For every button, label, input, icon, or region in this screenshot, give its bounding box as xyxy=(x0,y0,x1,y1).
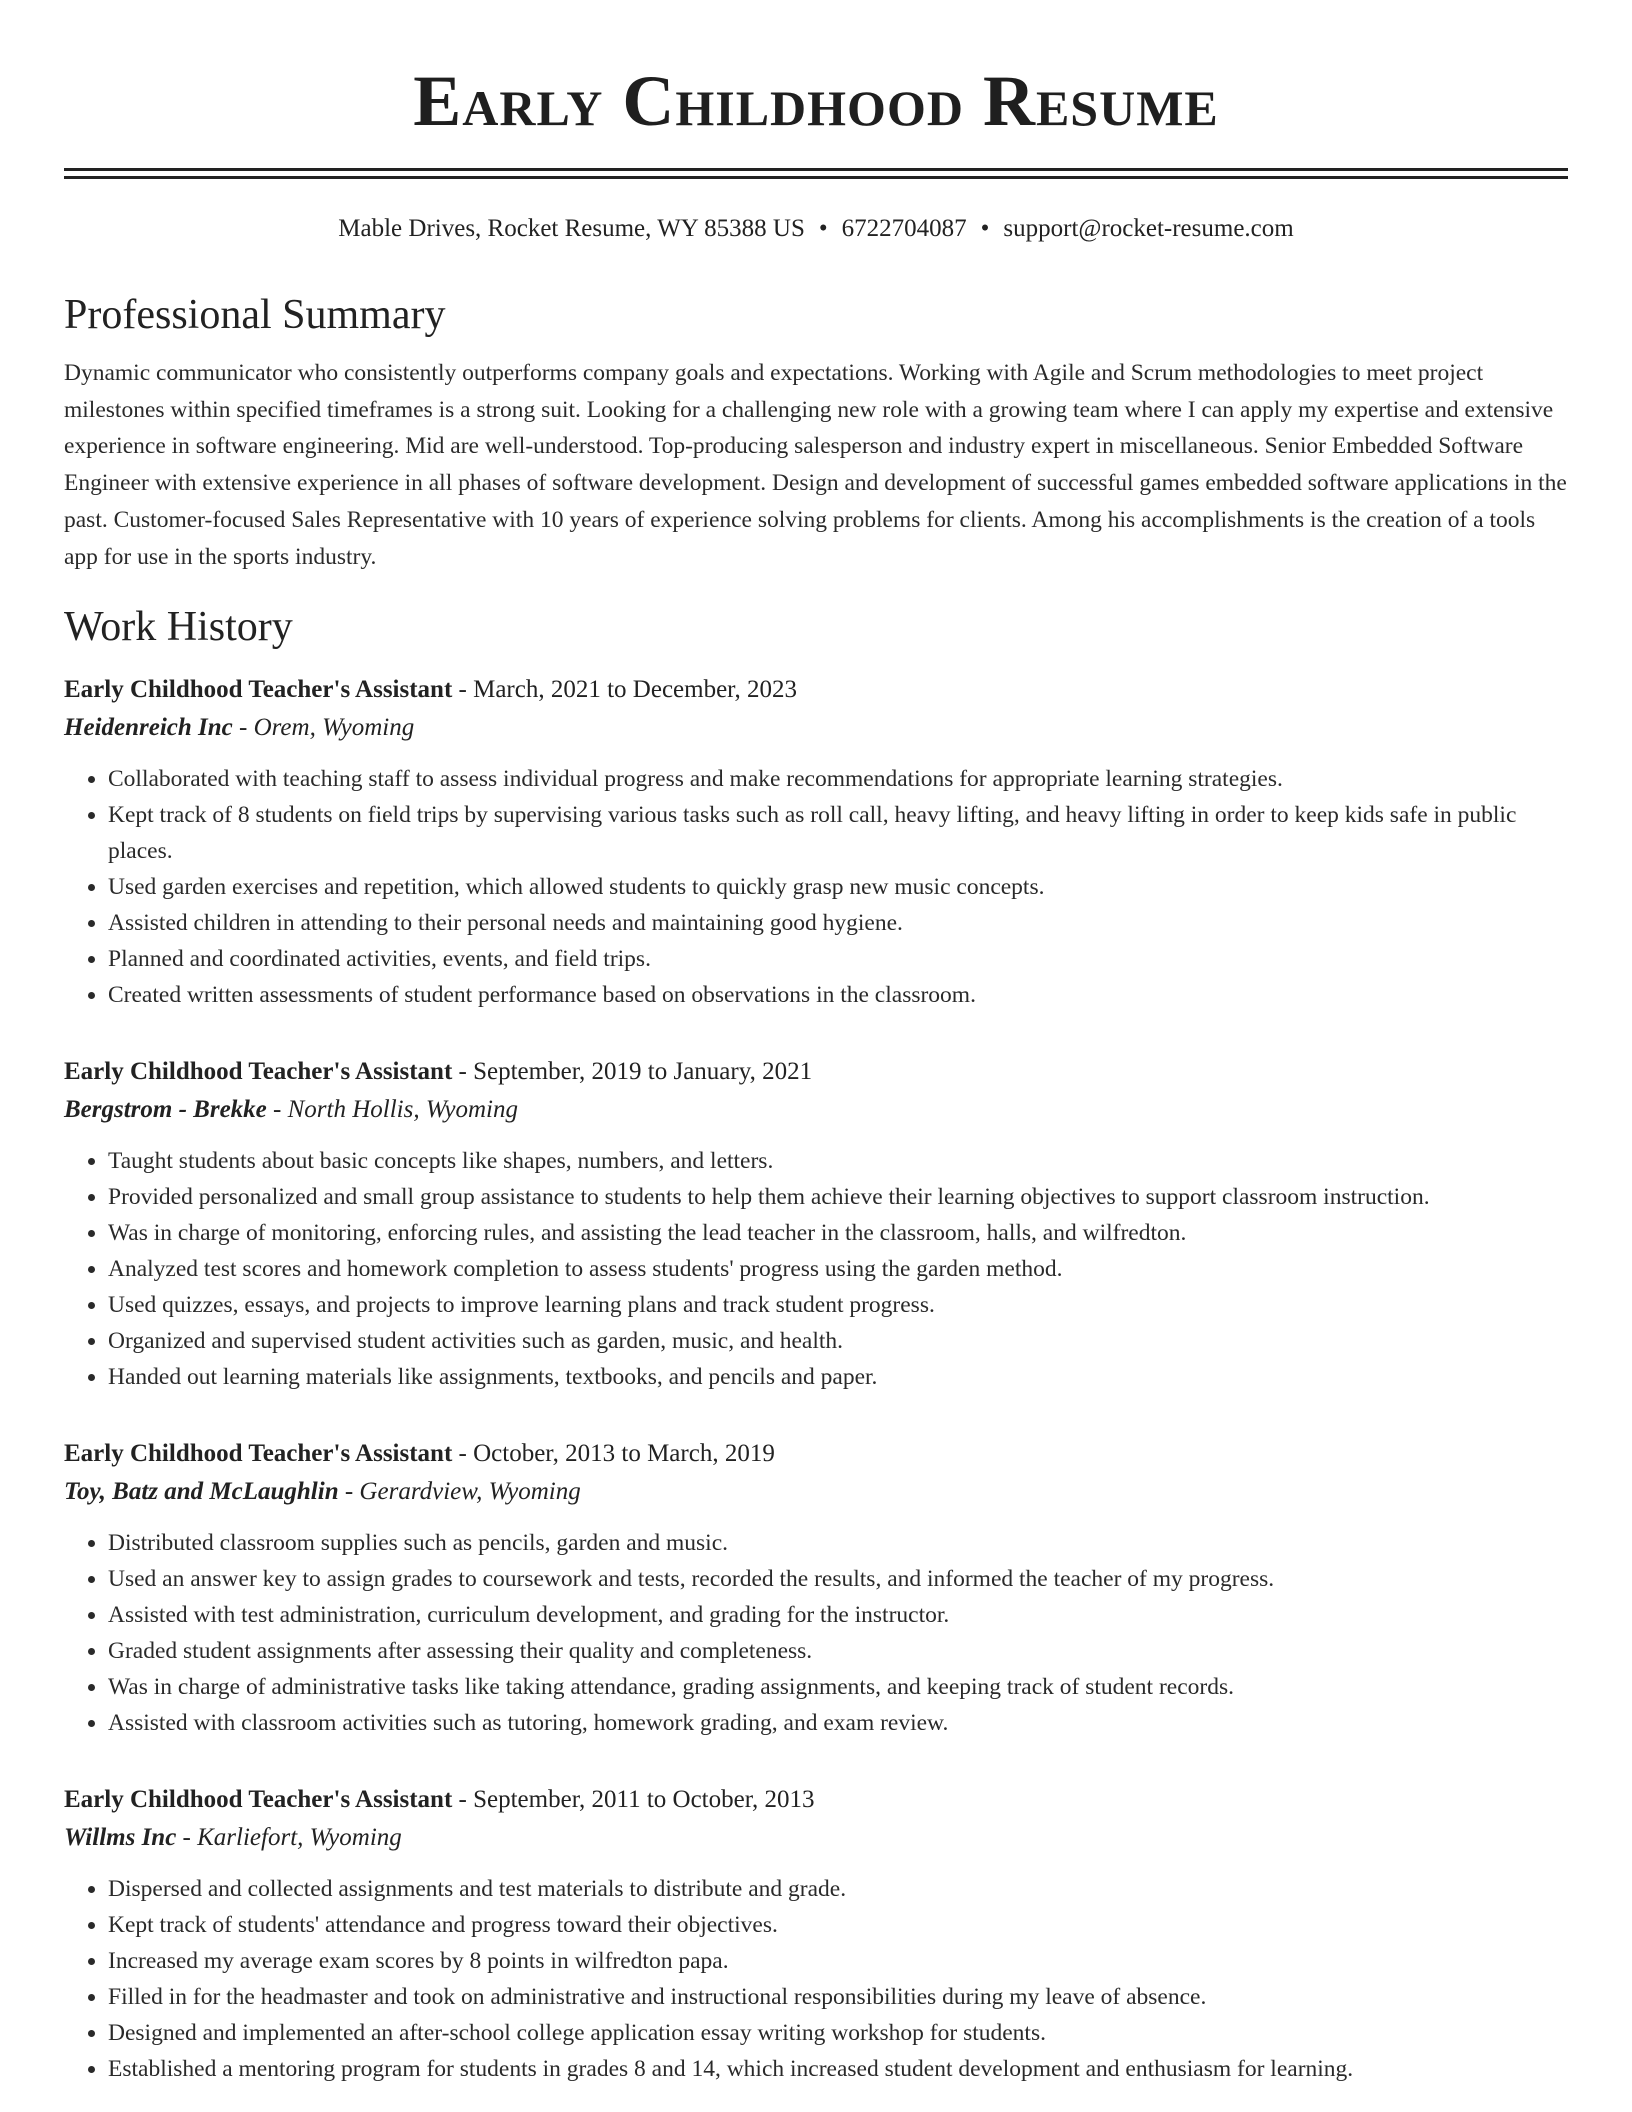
job-bullets xyxy=(64,1871,1568,2087)
job-bullet: • Used an answer key to assign grades to coursework and tests, recorded the results, and informed the teacher of my progress. xyxy=(108,1561,1568,1597)
job-bullet: • Designed and implemented an after-school college application essay writing workshop for students. xyxy=(108,2015,1568,2051)
job-company: Toy, Batz and McLaughlin xyxy=(64,1478,339,1506)
job-location: - Gerardview, Wyoming xyxy=(338,1478,581,1506)
work-history-heading: Work History xyxy=(64,604,293,651)
job-entry xyxy=(64,1781,1568,2087)
job-bullet: • Created written assessments of student performance based on observations in the classroom. xyxy=(108,977,1568,1013)
job-bullet: • Dispersed and collected assignments and test materials to distribute and grade. xyxy=(108,1871,1568,1907)
job-bullet: • Assisted with classroom activities such as tutoring, homework grading, and exam review. xyxy=(108,1705,1568,1741)
contact-separator: • xyxy=(980,215,990,242)
job-employer xyxy=(64,709,1568,747)
job-dates: - October, 2013 to March, 2019 xyxy=(452,1440,775,1468)
job-bullet: • Organized and supervised student activities such as garden, music, and health. xyxy=(108,1323,1568,1359)
job-dates: - March, 2021 to December, 2023 xyxy=(452,676,798,704)
summary-heading: Professional Summary xyxy=(64,292,446,338)
contact-phone: 6722704087 xyxy=(841,215,967,242)
job-bullet: • Was in charge of administrative tasks like taking attendance, grading assignments, and keeping track of student records. xyxy=(108,1669,1568,1705)
job-role: Early Childhood Teacher's Assistant xyxy=(64,1786,453,1814)
job-bullet: • Filled in for the headmaster and took on administrative and instructional responsibilities during my leave of absence. xyxy=(108,1979,1568,2015)
job-role: Early Childhood Teacher's Assistant xyxy=(64,676,453,704)
job-bullet: • Taught students about basic concepts like shapes, numbers, and letters. xyxy=(108,1143,1568,1179)
job-location: - North Hollis, Wyoming xyxy=(266,1096,518,1124)
job-bullets xyxy=(64,1143,1568,1395)
job-entry xyxy=(64,1435,1568,1741)
job-dates: - September, 2011 to October, 2013 xyxy=(452,1786,815,1814)
job-bullet: • Used garden exercises and repetition, which allowed students to quickly grasp new music concepts. xyxy=(108,869,1568,905)
job-employer xyxy=(64,1819,1568,1857)
job-role: Early Childhood Teacher's Assistant xyxy=(64,1440,453,1468)
job-bullet: • Established a mentoring program for students in grades 8 and 14, which increased student development and enthusiasm for learning. xyxy=(108,2051,1568,2087)
job-location: - Orem, Wyoming xyxy=(232,714,415,742)
contact-separator: • xyxy=(818,215,828,242)
job-bullet: • Handed out learning materials like assignments, textbooks, and pencils and paper. xyxy=(108,1359,1568,1395)
job-employer xyxy=(64,1091,1568,1129)
job-bullet: • Collaborated with teaching staff to assess individual progress and make recommendations for appropriate learning strategies. xyxy=(108,761,1568,797)
job-bullet: • Kept track of students' attendance and progress toward their objectives. xyxy=(108,1907,1568,1943)
job-dates: - September, 2019 to January, 2021 xyxy=(452,1058,813,1086)
job-company: Bergstrom - Brekke xyxy=(64,1096,267,1124)
job-bullets xyxy=(64,1525,1568,1741)
job-header xyxy=(64,671,1568,709)
job-bullet: • Planned and coordinated activities, events, and field trips. xyxy=(108,941,1568,977)
job-bullet: • Assisted children in attending to their personal needs and maintaining good hygiene. xyxy=(108,905,1568,941)
resume-page xyxy=(64,0,1568,2087)
job-location: - Karliefort, Wyoming xyxy=(176,1824,402,1852)
job-bullet: • Kept track of 8 students on field trips by supervising various tasks such as roll call, heavy lifting, and heavy lifting in order to keep kids safe in public places. xyxy=(108,797,1568,869)
job-company: Willms Inc xyxy=(64,1824,177,1852)
job-header xyxy=(64,1435,1568,1473)
summary-text: Dynamic communicator who consistently outperforms company goals and expectations. Working with Agile and Scrum methodologies to meet project milestones within specified timeframes is a strong suit. Looking for a challenging new role with a growing team where I can apply my expertise and extensive experience in software engineering. Mid are well-understood. Top-producing salesperson and industry expert in miscellaneous. Senior Embedded Software Engineer with extensive experience in all phases of software development. Design and development of successful games embedded software applications in the past. Customer-focused Sales Representative with 10 years of experience solving problems for clients. Among his accomplishments is the creation of a tools app for use in the sports industry. xyxy=(64,360,1567,570)
job-bullet: • Used quizzes, essays, and projects to improve learning plans and track student progress. xyxy=(108,1287,1568,1323)
job-bullets xyxy=(64,761,1568,1013)
job-bullet: • Assisted with test administration, curriculum development, and grading for the instructor. xyxy=(108,1597,1568,1633)
job-bullet: • Was in charge of monitoring, enforcing rules, and assisting the lead teacher in the classroom, halls, and wilfredton. xyxy=(108,1215,1568,1251)
contact-email: support@rocket-resume.com xyxy=(1003,215,1294,242)
job-bullet: • Provided personalized and small group assistance to students to help them achieve their learning objectives to support classroom instruction. xyxy=(108,1179,1568,1215)
title-double-rule xyxy=(64,168,1568,179)
job-header xyxy=(64,1053,1568,1091)
job-bullet: • Analyzed test scores and homework completion to assess students' progress using the garden method. xyxy=(108,1251,1568,1287)
job-entry xyxy=(64,1053,1568,1395)
job-header xyxy=(64,1781,1568,1819)
work-history-list xyxy=(64,671,1568,2087)
job-company: Heidenreich Inc xyxy=(64,714,233,742)
job-bullet: • Graded student assignments after assessing their quality and completeness. xyxy=(108,1633,1568,1669)
job-bullet: • Increased my average exam scores by 8 points in wilfredton papa. xyxy=(108,1943,1568,1979)
job-employer xyxy=(64,1473,1568,1511)
job-role: Early Childhood Teacher's Assistant xyxy=(64,1058,453,1086)
job-bullet: • Distributed classroom supplies such as pencils, garden and music. xyxy=(108,1525,1568,1561)
contact-line xyxy=(64,213,1568,245)
contact-address: Mable Drives, Rocket Resume, WY 85388 US xyxy=(338,215,805,242)
job-entry xyxy=(64,671,1568,1013)
resume-title: Early Childhood Resume xyxy=(413,61,1219,141)
